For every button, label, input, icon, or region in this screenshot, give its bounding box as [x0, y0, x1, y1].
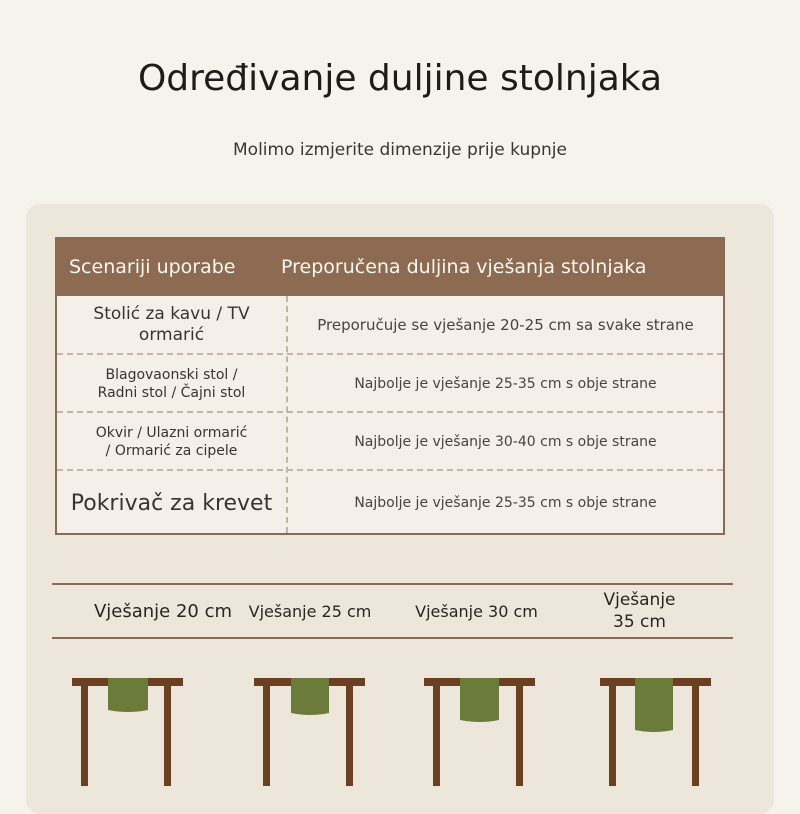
hang-label-25: Vješanje 25 cm — [248, 601, 372, 621]
row-recommendation: Najbolje je vješanje 25-35 cm s obje strane — [354, 376, 657, 392]
hang-labels-band — [52, 583, 733, 639]
row-scenario: Okvir / Ulazni ormarić / Ormarić za cipele — [95, 425, 248, 459]
table-with-tablecloth-icon — [254, 678, 365, 786]
row-scenario: Blagovaonski stol / Radni stol / Čajni stol — [97, 367, 246, 401]
table-row — [57, 411, 723, 471]
recommendation-table — [55, 237, 725, 535]
row-scenario: Pokrivač za krevet — [70, 490, 273, 516]
row-scenario: Stolić za kavu / TV ormarić — [93, 303, 250, 345]
row-recommendation: Preporučuje se vješanje 20-25 cm sa svake strane — [317, 315, 694, 334]
page-title: Određivanje duljine stolnjaka — [137, 58, 663, 99]
table-with-tablecloth-icon — [72, 678, 183, 786]
column-header-scenario: Scenariji uporabe — [69, 256, 236, 278]
table-row — [57, 296, 723, 353]
table-header — [57, 239, 723, 296]
hang-label-30: Vješanje 30 cm — [415, 601, 538, 621]
table-with-tablecloth-icon — [424, 678, 535, 786]
page-subtitle: Molimo izmjerite dimenzije prije kupnje — [233, 140, 567, 160]
row-recommendation: Najbolje je vješanje 30-40 cm s obje strane — [354, 434, 657, 450]
column-header-recommendation: Preporučena duljina vješanja stolnjaka — [281, 256, 647, 278]
hang-label-35: Vješanje 35 cm — [603, 590, 676, 632]
table-row — [57, 469, 723, 535]
table-with-tablecloth-icon — [600, 678, 711, 786]
tablecloth-illustrations — [0, 660, 800, 800]
table-row — [57, 353, 723, 413]
hang-label-20: Vješanje 20 cm — [93, 600, 233, 622]
row-recommendation: Najbolje je vješanje 25-35 cm s obje strane — [354, 495, 657, 511]
